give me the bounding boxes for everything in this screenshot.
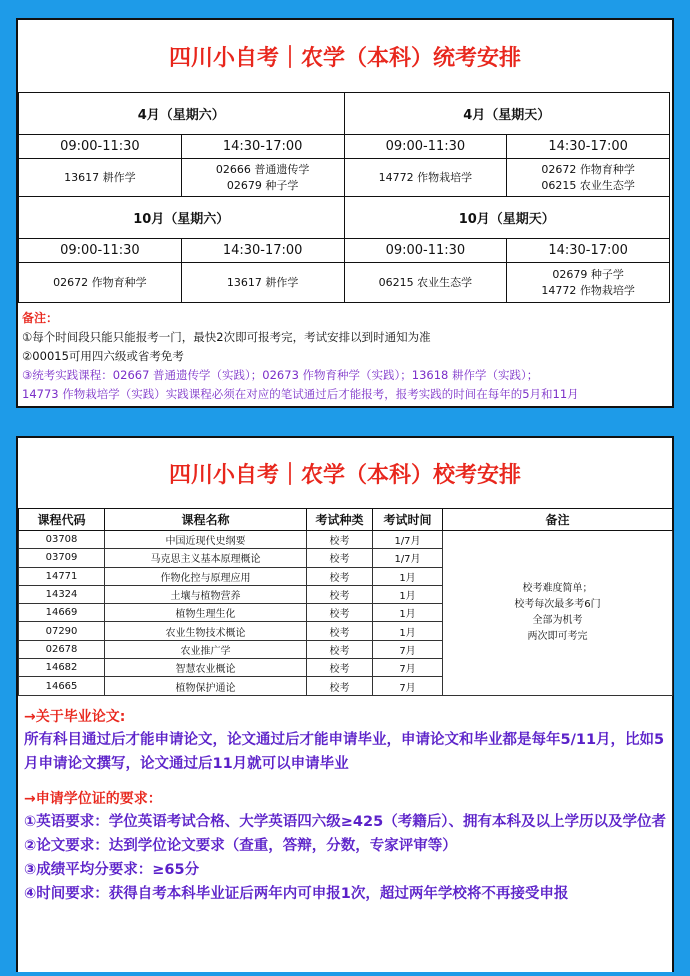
course-cell: 13617 耕作学	[19, 159, 182, 197]
day-header: 10月（星期六）	[19, 197, 345, 239]
day-header: 4月（星期天）	[344, 93, 670, 135]
course-name: 作物化控与原理应用	[105, 567, 307, 585]
school-schedule-table	[18, 508, 673, 696]
course-code: 14771	[19, 567, 105, 585]
time-slot: 14:30-17:00	[507, 239, 670, 263]
note-line: 14773 作物栽培学（实践）实践课程必须在对应的笔试通过后才能报考，报考实践的时间在每年的5月和11月	[22, 387, 579, 401]
exam-time: 1月	[373, 567, 443, 585]
day-header: 10月（星期天）	[344, 197, 670, 239]
time-slot: 14:30-17:00	[507, 135, 670, 159]
course-line: 06215 农业生态学	[541, 178, 635, 192]
course-name: 中国近现代史纲要	[105, 531, 307, 549]
exam-type: 校考	[307, 585, 373, 603]
remark-line: 校考难度简单；	[522, 582, 593, 594]
exam-type: 校考	[307, 677, 373, 695]
course-name: 智慧农业概论	[105, 659, 307, 677]
time-slot: 14:30-17:00	[181, 239, 344, 263]
exam-type: 校考	[307, 640, 373, 658]
course-line: 02672 作物育种学	[541, 162, 635, 176]
course-code: 02678	[19, 640, 105, 658]
course-code: 07290	[19, 622, 105, 640]
degree-requirement: ④时间要求：获得自考本科毕业证后两年内可申报1次，超过两年学校将不再接受申报	[24, 885, 569, 902]
exam-schedule-table	[18, 92, 670, 303]
day-header: 4月（星期六）	[19, 93, 345, 135]
course-cell	[507, 263, 670, 303]
note-line: ③统考实践课程：02667 普通遗传学（实践）；02673 作物育种学（实践）；13618 耕作学（实践）；	[22, 368, 539, 382]
thesis-body: 所有科目通过后才能申请论文，论文通过后才能申请毕业，申请论文和毕业都是每年5/11月，比如5月申请论文撰写，论文通过后11月就可以申请毕业	[24, 731, 665, 772]
degree-requirement: ③成绩平均分要求：≥65分	[24, 861, 200, 878]
remark-cell	[443, 531, 673, 696]
notes-heading: 备注：	[22, 311, 59, 325]
remark-line: 全部为机考	[532, 614, 583, 626]
course-name: 植物生理生化	[105, 604, 307, 622]
course-code: 14324	[19, 585, 105, 603]
exam-schedule-title: 四川小自考｜农学（本科）统考安排	[168, 45, 521, 71]
course-line: 14772 作物栽培学	[541, 283, 635, 297]
table-row	[19, 531, 673, 549]
remark-line: 校考每次最多考6门	[514, 598, 601, 610]
course-line: 02679 种子学	[552, 267, 624, 281]
school-schedule-panel	[16, 436, 674, 972]
degree-requirement: ①英语要求：学位英语考试合格、大学英语四六级≥425（考籍后）、拥有本科及以上学历以及学位者	[24, 813, 666, 830]
course-code: 14665	[19, 677, 105, 695]
course-code: 03709	[19, 549, 105, 567]
column-header: 课程名称	[105, 509, 307, 531]
course-cell	[507, 159, 670, 197]
exam-time: 1月	[373, 585, 443, 603]
time-slot: 09:00-11:30	[19, 239, 182, 263]
column-header: 备注	[443, 509, 673, 531]
time-slot: 14:30-17:00	[181, 135, 344, 159]
course-name: 马克思主义基本原理概论	[105, 549, 307, 567]
exam-type: 校考	[307, 549, 373, 567]
exam-time: 7月	[373, 659, 443, 677]
course-cell: 06215 农业生态学	[344, 263, 507, 303]
exam-type: 校考	[307, 622, 373, 640]
time-slot: 09:00-11:30	[344, 239, 507, 263]
course-line: 02679 种子学	[226, 178, 299, 192]
remark-line: 两次即可考完	[527, 630, 588, 642]
exam-type: 校考	[307, 531, 373, 549]
course-name: 农业生物技术概论	[105, 622, 307, 640]
course-code: 14669	[19, 604, 105, 622]
course-cell	[181, 159, 344, 197]
course-line: 02666 普通遗传学	[215, 162, 310, 176]
exam-time: 1/7月	[373, 549, 443, 567]
exam-time: 7月	[373, 677, 443, 695]
exam-schedule-panel	[16, 18, 674, 408]
school-schedule-title: 四川小自考｜农学（本科）校考安排	[168, 462, 521, 488]
time-slot: 09:00-11:30	[344, 135, 507, 159]
course-cell: 13617 耕作学	[181, 263, 344, 303]
course-name: 植物保护通论	[105, 677, 307, 695]
watermark: @四川高校继续教育助学点	[504, 947, 672, 963]
exam-time: 1/7月	[373, 531, 443, 549]
column-header: 考试种类	[307, 509, 373, 531]
course-code: 14682	[19, 659, 105, 677]
column-header: 课程代码	[19, 509, 105, 531]
exam-notes	[18, 303, 672, 404]
graduation-info	[18, 696, 672, 906]
course-cell: 02672 作物育种学	[19, 263, 182, 303]
exam-time: 1月	[373, 622, 443, 640]
exam-type: 校考	[307, 659, 373, 677]
course-code: 03708	[19, 531, 105, 549]
note-line: ①每个时间段只能只能报考一门，最快2次即可报考完，考试安排以到时通知为准	[22, 330, 431, 344]
course-name: 农业推广学	[105, 640, 307, 658]
course-name: 土壤与植物营养	[105, 585, 307, 603]
note-line: ②00015可用四六级或省考免考	[22, 349, 184, 363]
exam-time: 7月	[373, 640, 443, 658]
time-slot: 09:00-11:30	[19, 135, 182, 159]
exam-type: 校考	[307, 567, 373, 585]
thesis-heading: →关于毕业论文:	[24, 708, 126, 725]
degree-heading: →申请学位证的要求：	[24, 790, 162, 807]
column-header: 考试时间	[373, 509, 443, 531]
exam-time: 1月	[373, 604, 443, 622]
exam-type: 校考	[307, 604, 373, 622]
degree-requirement: ②论文要求：达到学位论文要求（查重，答辩，分数，专家评审等）	[24, 837, 457, 854]
course-cell: 14772 作物栽培学	[344, 159, 507, 197]
